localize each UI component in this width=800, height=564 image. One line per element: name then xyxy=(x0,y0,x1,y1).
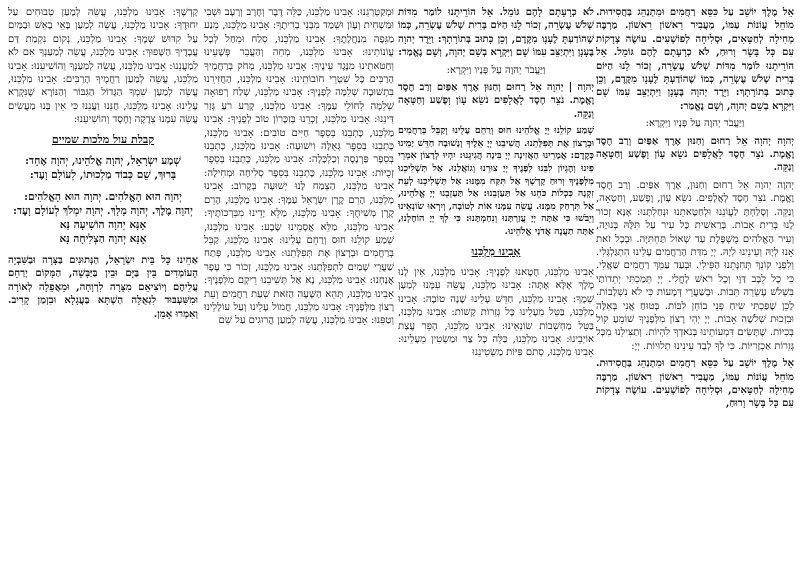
vayaavor-line: וַיַּעֲבֹר יְהוָה עַל פָּנָיו וַיִּקְרָא: xyxy=(645,118,745,130)
hashem-hu-haelokim-line: יְהוָה הוּא הָאֱלֹהִים. יְהוָה הוּא הָאֱלֹהִים: xyxy=(24,191,182,204)
thirteen-attributes: יְהוָה | יְהוָה אֵל רַחוּם וְחַנּוּן אֶרֶךְ אַפַּיִם וְרַב חֶסֶד וֶאֱמֶת. נֹצֵר חֶסֶד לָאֲלָפִים נֹשֵׂא עָוֹן וָפֶשַׁע וְחַטָּאָה וְנַקֵּה. xyxy=(398,82,594,120)
shema-line: שְׁמַע יִשְׂרָאֵל, יְהוָה אֱלֹהֵינוּ, יְהוָה אֶחָד: xyxy=(25,155,181,168)
avinu-malkeinu-heading: אָבִינוּ מַלְכֵּנוּ xyxy=(471,244,521,258)
avinu-malkeinu-verses: אָבִינוּ מַלְכֵּנוּ, חָטָאנוּ לְפָנֶיךָ: אָבִינוּ מַלְכֵּנוּ, אֵין לָנוּ מֶלֶךְ אֶלָּא אָתָּה: אָבִינוּ מַלְכֵּנוּ, עֲשֵׂה עִמָּנוּ לְמַעַן שְׁמֶךָ: אָבִינוּ מַלְכֵּנוּ, חַדֵּשׁ עָלֵינוּ שָׁנָה טוֹבָה: אָבִינוּ מַלְכֵּנוּ, בַּטֵּל מֵעָלֵינוּ כָּל גְּזֵרוֹת קָשׁוֹת: אָבִינוּ מַלְכֵּנוּ, בַּטֵּל מַחְשְׁבוֹת שׂוֹנְאֵינוּ: אָבִינוּ מַלְכֵּנוּ, הָפֵר עֲצַת אוֹיְבֵינוּ: אָבִינוּ מַלְכֵּנוּ, כַּלֵּה כָּל צַר וּמַשְׂטִין מֵעָלֵינוּ: אָבִינוּ מַלְכֵּנוּ, סְתֹם פִּיּוֹת מַשְׂטִינֵנוּ xyxy=(398,267,594,359)
el-melech-repeat: אֵל מֶלֶךְ יוֹשֵׁב עַל כִּסֵּא רַחֲמִים וּמִתְנַהֵג בַּחֲסִידוּת. מוֹחֵל עֲוֹנוֹת עַמּוֹ, מַעֲבִיר רִאשׁוֹן רִאשׁוֹן. מַרְבֶּה מְחִילָה לְחַטָּאִים, וּסְלִיחָה לְפוֹשְׁעִים. עוֹשֶׂה צְדָקוֹת עִם כָּל בָּשָׂר וָרוּחַ, xyxy=(596,358,794,410)
hashem-melech-line: יְהוָה מֶלֶךְ. יְהוָה מָלָךְ. יְהוָה יִמְלֹךְ לְעוֹלָם וָעֶד: xyxy=(13,205,193,218)
thirteen-attributes: יְהוָה יְהוָה אֵל רַחוּם וְחַנּוּן אֶרֶךְ אַפַּיִם וְרַב חֶסֶד וֶאֱמֶת. נֹצֵר חֶסֶד לָאֲלָפִים נֹשֵׂא עָוֹן וָפֶשַׁע וְחַטָּאָה וְנַקֵּה. xyxy=(596,135,794,174)
vayaavor-line: וַיַּעֲבֹר יְהוָה עַל פָּנָיו וַיִּקְרָא: xyxy=(446,64,546,76)
avinu-malkeinu-verses-end: קָדְשֶׁךָ: אָבִינוּ מַלְכֵּנוּ, עֲשֵׂה לְמַעַן טְבוּחִים עַל יִחוּדֶךָ: אָבִינוּ מַלְכֵּנוּ, עֲשֵׂה לְמַעַן בָּאֵי בָאֵשׁ וּבַמַּיִם עַל קִדּוּשׁ שְׁמֶךָ: אָבִינוּ מַלְכֵּנוּ, נְקוֹם נִקְמַת דַּם עֲבָדֶיךָ הַשָּׁפוּךְ: אָבִינוּ מַלְכֵּנוּ, עֲשֵׂה לְמַעַנְךָ אִם לֹא לְמַעֲנֵנוּ: אָבִינוּ מַלְכֵּנוּ, עֲשֵׂה לְמַעַנְךָ וְהוֹשִׁיעֵנוּ: אָבִינוּ מַלְכֵּנוּ, עֲשֵׂה לְמַעַן רַחֲמֶיךָ הָרַבִּים: אָבִינוּ מַלְכֵּנוּ, עֲשֵׂה לְמַעַן שִׁמְךָ הַגָּדוֹל הַגִּבּוֹר וְהַנּוֹרָא שֶׁנִּקְרָא עָלֵינוּ: אָבִינוּ מַלְכֵּנוּ, חָנֵּנוּ וַעֲנֵנוּ כִּי אֵין בָּנוּ מַעֲשִׂים עֲשֵׂה עִמָּנוּ צְדָקָה וָחֶסֶד וְהוֹשִׁיעֵנוּ: xyxy=(8,7,198,126)
baruch-shem-line: בָּרוּךְ, שֵׁם כְּבוֹד מַלְכוּתוֹ, לְעוֹלָם וָעֶד: xyxy=(29,169,177,182)
el-melech-paragraph: אֵל מֶלֶךְ יוֹשֵׁב עַל כִּסֵּא רַחֲמִים וּמִתְנַהֵג בַּחֲסִידוּת. מוֹחֵל עֲוֹנוֹת עַמּוֹ, מַעֲבִיר רִאשׁוֹן רִאשׁוֹן. מַרְבֶּה מְחִילָה לְחַטָּאִים, וּסְלִיחָה לְפוֹשְׁעִים. עוֹשֶׂה צְדָקוֹת עִם כָּל בָּשָׂר וָרוּחַ, לֹא כְרָעָתָם לָהֶם גּוֹמֵל. אֵל הוֹרֵיתָנוּ לוֹמַר מִדּוֹת שְׁלֹשׁ עֶשְׂרֵה, זְכוֹר לָנוּ הַיּוֹם בְּרִית שְׁלֹשׁ עֶשְׂרֵה, כְּמוֹ שֶׁהוֹדַעְתָּ לֶעָנָו מִקֶּדֶם, וְכֵן כָּתוּב בְּתוֹרָתָךְ: וַיֵּרֶד יְהוָה בֶּעָנָן וַיִּתְיַצֵּב עִמּוֹ שָׁם וַיִּקְרָא בְשֵׁם יְהוָה, וְשָׁם נֶאֱמַר: xyxy=(596,7,794,112)
el-melech-continuation: לֹא כְרָעָתָם לָהֶם גּוֹמֵל. אֵל הוֹרֵיתָנוּ לוֹמַר מִדּוֹת שְׁלֹשׁ עֶשְׂרֵה, זְכוֹר לָנוּ הַיּוֹם בְּרִית שְׁלֹשׁ עֶשְׂרֵה, כְּמוֹ שֶׁהוֹדַעְתָּ לֶעָנָו מִקֶּדֶם, וְכֵן כָּתוּב בְּתוֹרָתָךְ: וַיֵּרֶד יְהוָה בֶּעָנָן וַיִּתְיַצֵּב עִמּוֹ שָׁם וַיִּקְרָא בְשֵׁם יְהוָה, וְשָׁם נֶאֱמַר: xyxy=(398,7,594,59)
column-2 xyxy=(398,6,594,558)
kabbalat-ol-heading: קבלת עול מלכות שמיים xyxy=(51,132,155,146)
ana-hoshia-line: אָנָּא יְהוָה הוֹשִׁיעָה נָּא xyxy=(59,219,147,232)
column-3 xyxy=(204,6,394,558)
avinu-malkeinu-verses-continued: וּמְקַטְרְגֵנוּ: אָבִינוּ מַלְכֵּנוּ, כַּלֵּה דֶּבֶר וְחֶרֶב וְרָעָב וּשְׁבִי וּמַשְׁחִית וְעָוֹן וּשְׁמַד מִבְּנֵי בְרִיתֶךָ: אָבִינוּ מַלְכֵּנוּ, מְנַע מַגֵּפָה מִנַּחֲלָתֶךָ: אָבִינוּ מַלְכֵּנוּ, סְלַח וּמְחַל לְכָל עֲוֹנוֹתֵינוּ: אָבִינוּ מַלְכֵּנוּ, מְחֵה וְהַעֲבֵר פְּשָׁעֵינוּ וְחַטֹּאתֵינוּ מִנֶּגֶד עֵינֶיךָ: אָבִינוּ מַלְכֵּנוּ, מְחֹק בְּרַחֲמֶיךָ הָרַבִּים כָּל שִׁטְרֵי חוֹבוֹתֵינוּ: אָבִינוּ מַלְכֵּנוּ, הַחֲזִירֵנוּ בִּתְשׁוּבָה שְׁלֵמָה לְפָנֶיךָ: אָבִינוּ מַלְכֵּנוּ, שְׁלַח רְפוּאָה שְׁלֵמָה לְחוֹלֵי עַמֶּךָ: אָבִינוּ מַלְכֵּנוּ, קְרַע רֹעַ גְּזַר דִּינֵנוּ: אָבִינוּ מַלְכֵּנוּ, זָכְרֵנוּ בְּזִכָּרוֹן טוֹב לְפָנֶיךָ: אָבִינוּ מַלְכֵּנוּ, כָּתְבֵנוּ בְּסֵפֶר חַיִּים טוֹבִים: אָבִינוּ מַלְכֵּנוּ, כָּתְבֵנוּ בְּסֵפֶר גְּאֻלָּה וִישׁוּעָה: אָבִינוּ מַלְכֵּנוּ, כָּתְבֵנוּ בְּסֵפֶר פַּרְנָסָה וְכַלְכָּלָה: אָבִינוּ מַלְכֵּנוּ, כָּתְבֵנוּ בְּסֵפֶר זְכֻיּוֹת: אָבִינוּ מַלְכֵּנוּ, כָּתְבֵנוּ בְּסֵפֶר סְלִיחָה וּמְחִילָה: אָבִינוּ מַלְכֵּנוּ, הַצְמַח לָנוּ יְשׁוּעָה בְּקָרוֹב: אָבִינוּ מַלְכֵּנוּ, הָרֵם קֶרֶן יִשְׂרָאֵל עַמֶּךָ: אָבִינוּ מַלְכֵּנוּ, הָרֵם קֶרֶן מְשִׁיחֶךָ: אָבִינוּ מַלְכֵּנוּ, מַלֵּא יָדֵינוּ מִבִּרְכוֹתֶיךָ: אָבִינוּ מַלְכֵּנוּ, מַלֵּא אֲסָמֵינוּ שָׂבָע: אָבִינוּ מַלְכֵּנוּ, שְׁמַע קוֹלֵנוּ חוּס וְרַחֵם עָלֵינוּ: אָבִינוּ מַלְכֵּנוּ, קַבֵּל בְּרַחֲמִים וּבְרָצוֹן אֶת תְּפִלָּתֵנוּ: אָבִינוּ מַלְכֵּנוּ, פְּתַח שַׁעֲרֵי שָׁמַיִם לִתְפִלָּתֵנוּ: אָבִינוּ מַלְכֵּנוּ, זְכוֹר כִּי עָפָר אֲנָחְנוּ: אָבִינוּ מַלְכֵּנוּ, נָא אַל תְּשִׁיבֵנוּ רֵיקָם מִלְּפָנֶיךָ: אָבִינוּ מַלְכֵּנוּ, תְּהֵא הַשָּׁעָה הַזֹּאת שְׁעַת רַחֲמִים וְעֵת רָצוֹן מִלְּפָנֶיךָ: אָבִינוּ מַלְכֵּנוּ, חֲמוֹל עָלֵינוּ וְעַל עוֹלָלֵינוּ וְטַפֵּנוּ: אָבִינוּ מַלְכֵּנוּ, עֲשֵׂה לְמַעַן הֲרוּגִים עַל שֵׁם xyxy=(204,7,394,327)
column-4 xyxy=(8,6,198,558)
ana-hatzlicha-line: אָנָּא יְהוָה הַצְלִיחָה נָּא xyxy=(59,233,147,246)
piyut-paragraph: יְהוָה יְהוָה אֵל רַחוּם וְחַנּוּן, אֶרֶךְ אַפַּיִם. וְרַב חֶסֶד וֶאֱמֶת. נֹצֵר חֶסֶד לָאֲלָפִים. נֹשֵׂא עָוֹן, וָפֶשַׁע, וְחַטָּאָה, וְנַקֵּה. וְסָלַחְתָּ לַעֲוֹנֵנוּ וּלְחַטָּאתֵנוּ וּנְחַלְתָּנוּ: אָנָּא זְכוֹר לָנוּ בְּרִית אָבוֹת. בְּרַאשִׁית כָּל עִיר עַל תִּלָּהּ בְּנוּיָה, וְעִיר הָאֱלֹהִים מֻשְׁפֶּלֶת עַד שְׁאוֹל תַּחְתִּיָּה. וּבְכָל זֹאת אָנוּ לְיָהּ וְעֵינֵינוּ לְיָהּ. יְיָ מִדַּת הָרַחֲמִים עָלֵינוּ הִתְגַּלְגְּלִי. וְלִפְנֵי קוֹנֵךְ תְּחִנָּתֵנוּ הַפִּילִי. וּבְעַד עַמֵּךְ רַחֲמִים שַׁאֲלִי. כִּי כָל לֵבָב דַּוָּי וְכָל רֹאשׁ לָחֳלִי. יְיָ תְּמַכְתִּי יְתֵדוֹתַי בִּשְׁלֹשׁ עֶשְׂרֵה תֵּבוֹת. וּבְשַׁעֲרֵי דְּמָעוֹת כִּי לֹא נִשְׁלָבוֹת. לָכֵן שָׁפַכְתִּי שִׂיחַ פְּנֵי בוֹחֵן לִבּוֹת. בָּטוּחַ אֲנִי בְּאֵלֶּה וּבִזְכוּת שְׁלֹשָׁה אָבוֹת. יְיָ יְהִי רָצוֹן מִלְּפָנֶיךָ שׁוֹמֵעַ קוֹל בְּכִיּוֹת. שֶׁתָּשִׂים דִּמְעוֹתֵינוּ בְּנֹאדְךָ לִהְיוֹת. וְתַצִּילֵנוּ מִכָּל גְּזֵרוֹת אַכְזָרִיּוֹת. כִּי לְךָ לְבַד עֵינֵינוּ תְלוּיוֹת. יְיָ: xyxy=(596,179,794,352)
shema-koleinu-paragraph: שְׁמַע קוֹלֵנוּ יְיָ אֱלֹהֵינוּ חוּס וְרַחֵם עָלֵינוּ וְקַבֵּל בְּרַחֲמִים וּבְרָצוֹן אֶת תְּפִלָּתֵנוּ. הֲשִׁיבֵנוּ יְיָ אֵלֶיךָ וְנָשׁוּבָה חַדֵּשׁ יָמֵינוּ כְּקֶדֶם: אֲמָרֵינוּ הַאֲזִינָה יְיָ בִּינָה הֲגִיגֵנוּ: יִהְיוּ לְרָצוֹן אִמְרֵי פִינוּ וְהֶגְיוֹן לִבֵּנוּ לְפָנֶיךָ יְיָ צוּרֵנוּ וְגוֹאֲלֵנוּ. אַל תַּשְׁלִיכֵנוּ מִלְּפָנֶיךָ וְרוּחַ קָדְשְׁךָ אַל תִּקַּח מִמֶּנּוּ: אַל תַּשְׁלִיכֵנוּ לְעֵת זִקְנָה כִּכְלוֹת כֹּחֵנוּ אַל תַּעַזְבֵנוּ: אַל תַּעַזְבֵנוּ יְיָ אֱלֹהֵינוּ, אַל תִּרְחַק מִמֶּנּוּ. עֲשֵׂה עִמָּנוּ אוֹת לְטוֹבָה, וְיִרְאוּ שׂוֹנְאֵינוּ וְיֵבֹשׁוּ כִּי אַתָּה יְיָ עֲזַרְתָּנוּ וְנִחַמְתָּנוּ: כִּי לְךָ יְיָ הוֹחָלְנוּ, אַתָּה תַעֲנֶה אֲדֹנָי אֱלֹהֵינוּ. xyxy=(398,125,594,237)
column-1 xyxy=(596,6,794,558)
acheinu-paragraph: אַחֵינוּ כָּל בֵּית יִשְׂרָאֵל, הַנְּתוּנִים בַּצָּרָה וּבַשִּׁבְיָה הָעוֹמְדִים בֵּין בַּיָּם וּבֵין בַּיַּבָּשָׁה, הַמָּקוֹם יְרַחֵם עֲלֵיהֶם וְיוֹצִיאֵם מִצָּרָה לִרְוָחָה, וּמֵאֲפֵלָה לְאוֹרָה וּמִשִּׁעְבּוּד לִגְאֻלָּה הַשְׁתָּא בַּעֲגָלָא וּבִזְמַן קָרִיב. וְאִמְרוּ אָמֵן. xyxy=(8,255,198,320)
